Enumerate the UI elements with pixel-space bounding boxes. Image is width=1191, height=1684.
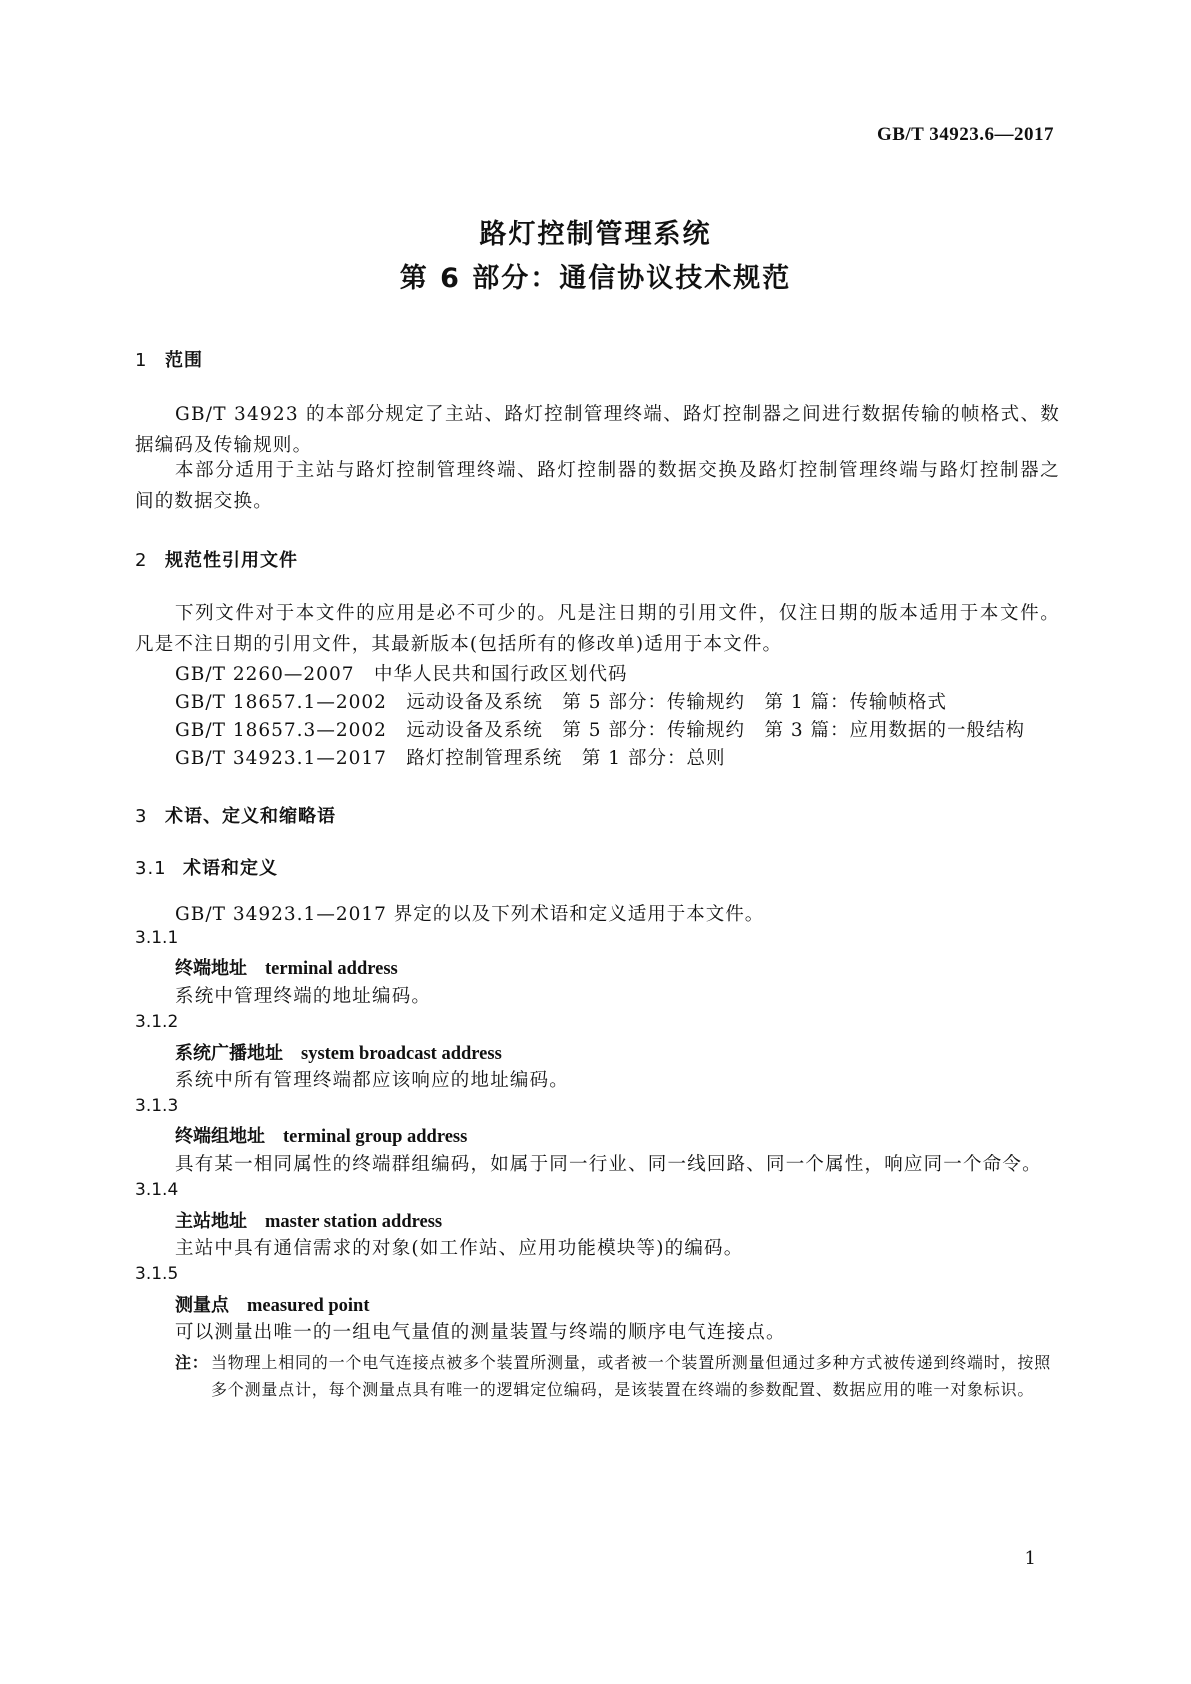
reference-item: GB/T 2260—2007 中华人民共和国行政区划代码 [175, 664, 628, 685]
section-2-heading [135, 546, 298, 572]
standard-code: GB/T 34923.6—2017 [876, 124, 1054, 145]
term-definition: 系统中所有管理终端都应该响应的地址编码。 [175, 1070, 570, 1091]
term-note [175, 1349, 1060, 1403]
term-name-zh: 终端地址 [175, 958, 247, 979]
term-name-zh: 终端组地址 [175, 1126, 265, 1147]
term-number: 3.1.1 [135, 928, 179, 948]
term-name-zh: 主站地址 [175, 1211, 247, 1232]
section-2-intro: 下列文件对于本文件的应用是必不可少的。凡是注日期的引用文件，仅注日期的版本适用于本文件。凡是不注日期的引用文件，其最新版本(包括所有的修改单)适用于本文件。 [135, 603, 1060, 655]
page-number: 1 [1024, 1548, 1036, 1569]
term-name-en: master station address [265, 1212, 443, 1232]
section-1-paragraph-2: 本部分适用于主站与路灯控制管理终端、路灯控制器的数据交换及路灯控制管理终端与路灯控制器之间的数据交换。 [135, 460, 1060, 512]
section-title: 规范性引用文件 [165, 550, 298, 571]
section-3-heading [135, 802, 336, 828]
subsection-3-1-heading [135, 854, 278, 880]
term-name-zh: 系统广播地址 [175, 1043, 283, 1064]
term-number: 3.1.4 [135, 1180, 179, 1200]
section-title: 范围 [165, 350, 203, 371]
section-1-heading [135, 346, 203, 372]
subsection-3-1-intro: GB/T 34923.1—2017 界定的以及下列术语和定义适用于本文件。 [175, 904, 765, 925]
term-number: 3.1.2 [135, 1012, 179, 1032]
term-definition: 系统中管理终端的地址编码。 [175, 986, 432, 1007]
section-title: 术语、定义和缩略语 [165, 806, 336, 827]
section-number: 2 [135, 550, 148, 571]
term-name-en: terminal group address [283, 1127, 468, 1147]
section-number: 3 [135, 806, 148, 827]
subsection-title: 术语和定义 [183, 858, 278, 879]
term-definition: 可以测量出唯一的一组电气量值的测量装置与终端的顺序电气连接点。 [175, 1322, 786, 1343]
section-1-paragraph-1: GB/T 34923 的本部分规定了主站、路灯控制管理终端、路灯控制器之间进行数据传输的帧格式、数据编码及传输规则。 [135, 404, 1060, 456]
term-name [175, 1207, 442, 1233]
term-definition: 主站中具有通信需求的对象(如工作站、应用功能模块等)的编码。 [175, 1238, 744, 1259]
term-name [175, 1039, 502, 1065]
term-number: 3.1.5 [135, 1264, 179, 1284]
reference-item: GB/T 18657.3—2002 远动设备及系统 第 5 部分：传输规约 第 3 篇：应用数据的一般结构 [175, 720, 1025, 741]
term-name [175, 1122, 467, 1148]
reference-item: GB/T 34923.1—2017 路灯控制管理系统 第 1 部分：总则 [175, 748, 726, 769]
term-name-en: terminal address [265, 959, 398, 979]
term-name [175, 1291, 370, 1317]
note-label: 注： [175, 1353, 209, 1372]
document-title-line2: 第 6 部分：通信协议技术规范 [399, 263, 792, 294]
term-definition: 具有某一相同属性的终端群组编码，如属于同一行业、同一线回路、同一个属性，响应同一个命令。 [175, 1154, 1042, 1175]
term-number: 3.1.3 [135, 1096, 179, 1116]
term-name-en: measured point [247, 1296, 370, 1316]
term-name-zh: 测量点 [175, 1295, 229, 1316]
document-title-line1: 路灯控制管理系统 [479, 219, 712, 250]
term-name [175, 954, 398, 980]
reference-item: GB/T 18657.1—2002 远动设备及系统 第 5 部分：传输规约 第 1 篇：传输帧格式 [175, 692, 947, 713]
term-name-en: system broadcast address [301, 1044, 502, 1064]
note-text: 当物理上相同的一个电气连接点被多个装置所测量，或者被一个装置所测量但通过多种方式被传递到终端时，按照多个测量点计，每个测量点具有唯一的逻辑定位编码，是该装置在终端的参数配置、数据应用的唯一对象标识。 [211, 1353, 1052, 1399]
subsection-number: 3.1 [135, 858, 167, 879]
section-number: 1 [135, 350, 148, 371]
